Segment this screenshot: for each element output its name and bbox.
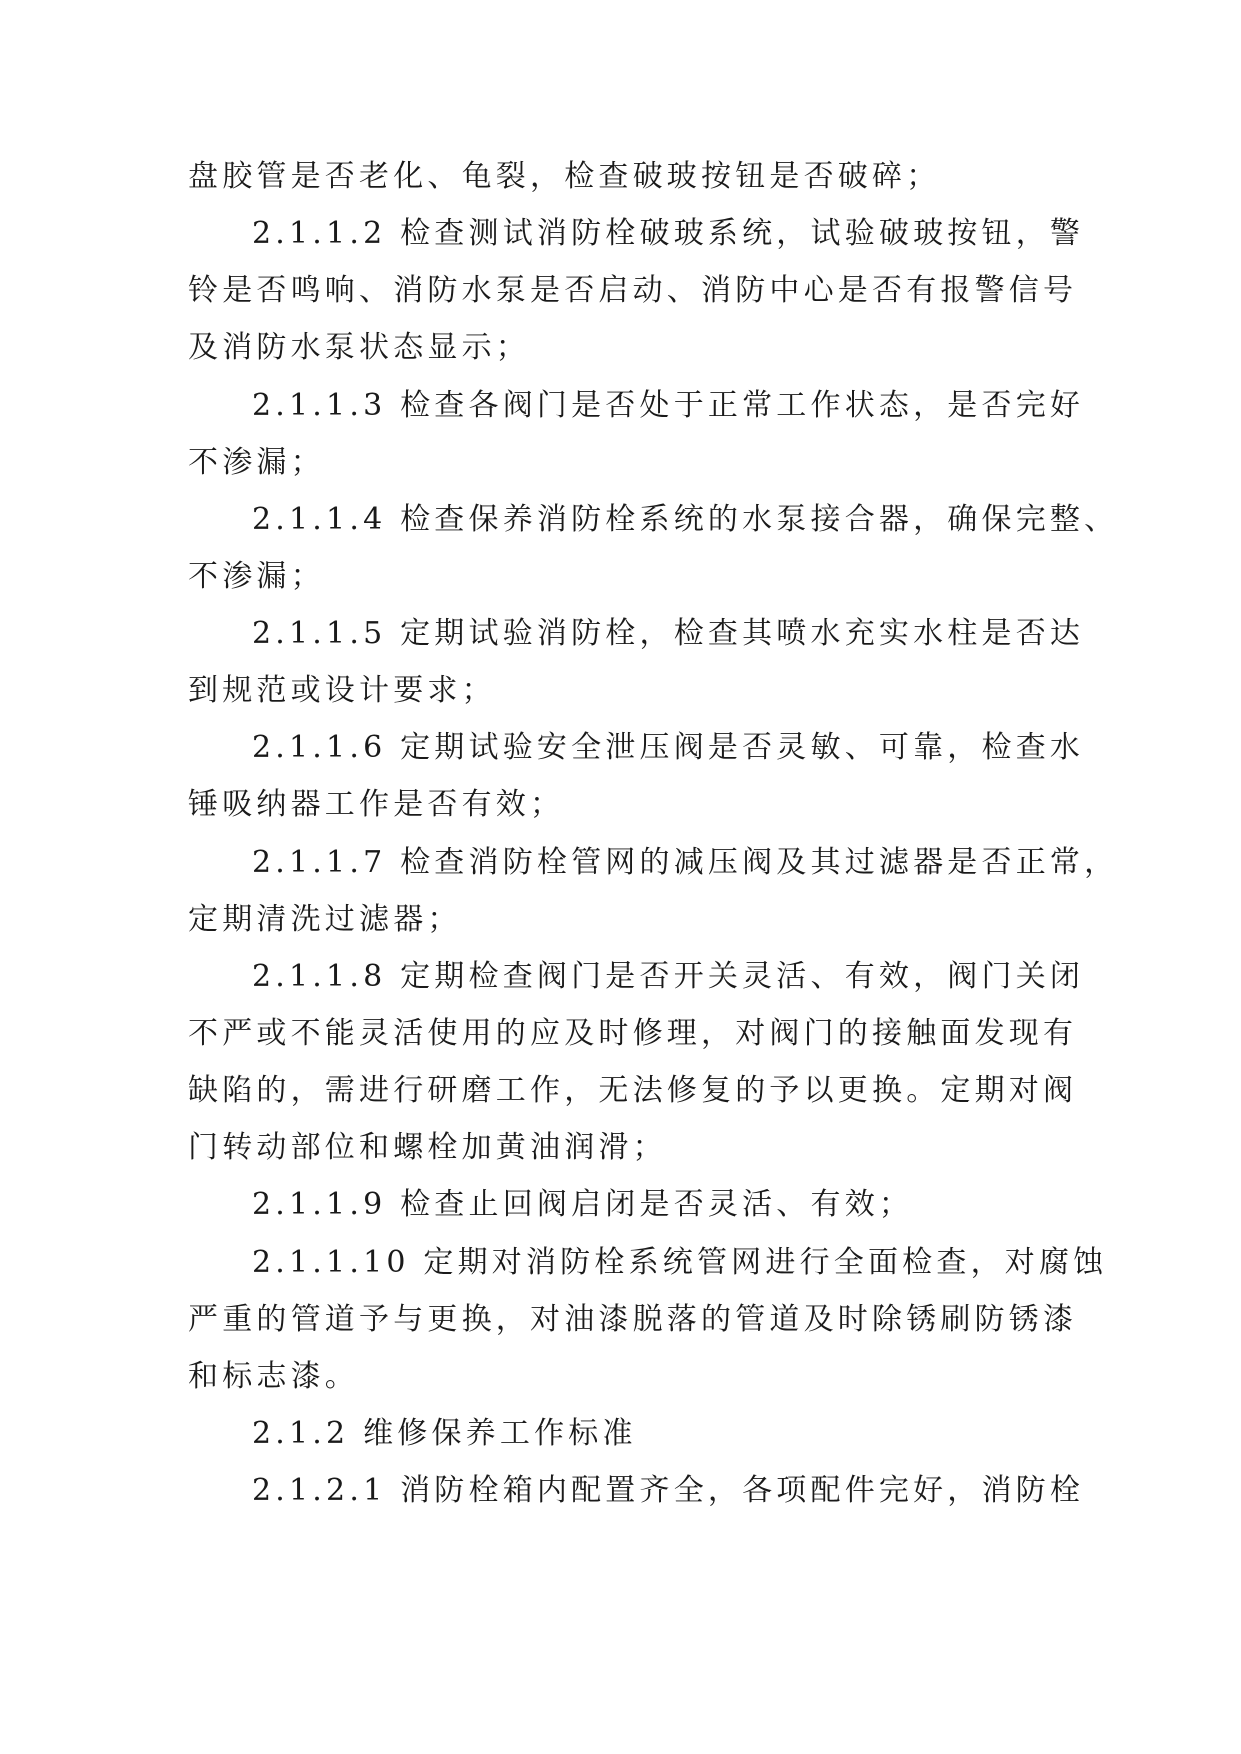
text-line: 2.1.1.10 定期对消防栓系统管网进行全面检查，对腐蚀 xyxy=(252,1245,1108,1280)
text-line: 不严或不能灵活使用的应及时修理，对阀门的接触面发现有 xyxy=(188,1016,1078,1051)
text-line: 锤吸纳器工作是否有效； xyxy=(188,787,565,822)
text-line: 盘胶管是否老化、龟裂，检查破玻按钮是否破碎； xyxy=(188,159,941,194)
text-line: 定期清洗过滤器； xyxy=(188,902,462,937)
text-line: 2.1.1.4 检查保养消防栓系统的水泵接合器，确保完整、 xyxy=(252,502,1119,537)
text-line: 2.1.2 维修保养工作标准 xyxy=(252,1416,637,1451)
text-line: 2.1.1.2 检查测试消防栓破玻系统，试验破玻按钮，警 xyxy=(252,216,1085,251)
text-line: 严重的管道予与更换，对油漆脱落的管道及时除锈刷防锈漆 xyxy=(188,1302,1078,1337)
text-line: 到规范或设计要求； xyxy=(188,673,496,708)
text-line: 2.1.1.6 定期试验安全泄压阀是否灵敏、可靠，检查水 xyxy=(252,730,1085,765)
text-line: 及消防水泵状态显示； xyxy=(188,330,530,365)
text-line: 不渗漏； xyxy=(188,559,325,594)
text-line: 2.1.1.8 定期检查阀门是否开关灵活、有效，阀门关闭 xyxy=(252,959,1085,994)
text-line: 和标志漆。 xyxy=(188,1359,359,1394)
text-line: 不渗漏； xyxy=(188,445,325,480)
text-line: 2.1.1.3 检查各阀门是否处于正常工作状态，是否完好 xyxy=(252,388,1085,423)
text-line: 2.1.2.1 消防栓箱内配置齐全，各项配件完好，消防栓 xyxy=(252,1473,1085,1508)
text-line: 2.1.1.7 检查消防栓管网的减压阀及其过滤器是否正常， xyxy=(252,845,1119,880)
text-line: 2.1.1.9 检查止回阀启闭是否灵活、有效； xyxy=(252,1187,914,1222)
text-line: 铃是否鸣响、消防水泵是否启动、消防中心是否有报警信号 xyxy=(188,273,1078,308)
text-line: 缺陷的，需进行研磨工作，无法修复的予以更换。定期对阀 xyxy=(188,1073,1078,1108)
text-line: 门转动部位和螺栓加黄油润滑； xyxy=(188,1130,667,1165)
text-line: 2.1.1.5 定期试验消防栓，检查其喷水充实水柱是否达 xyxy=(252,616,1085,651)
